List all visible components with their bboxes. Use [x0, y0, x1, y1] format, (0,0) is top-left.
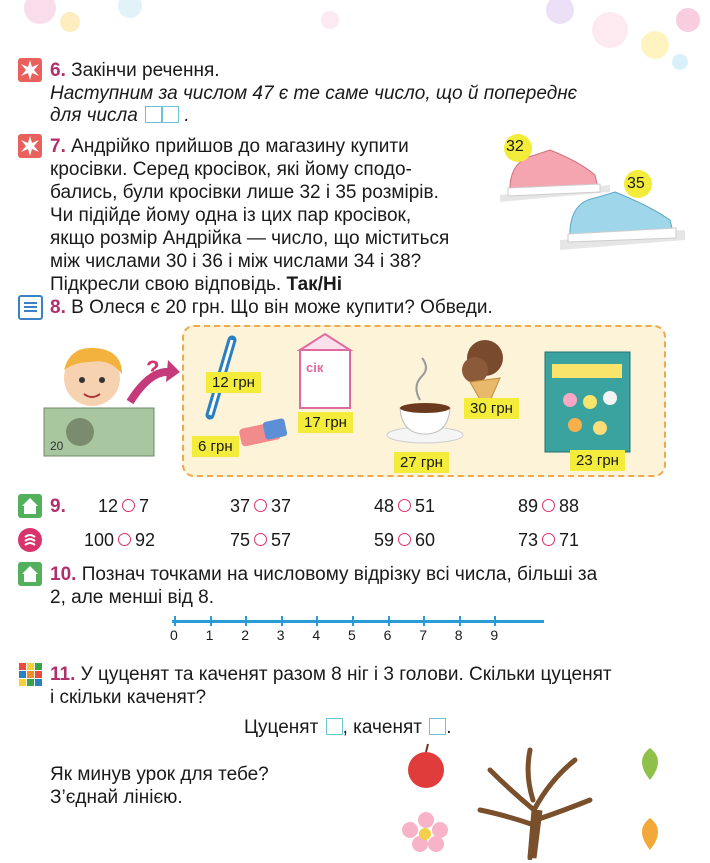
task8-text: В Олеся є 20 грн. Що він може купити? Обведи. — [71, 297, 493, 318]
comparison-item: 75 57 — [230, 530, 292, 550]
comparison-circle[interactable] — [254, 499, 267, 512]
answer-box[interactable] — [162, 106, 179, 123]
number-line-tick-mark[interactable] — [210, 616, 212, 626]
task9-number: 9. — [50, 496, 66, 517]
star-burst-icon — [18, 134, 42, 158]
answer-box-ducklings[interactable] — [429, 718, 446, 735]
task7-line — [50, 273, 342, 296]
task7-line: бались, були кросівки лише 32 і 35 розмірів. — [50, 182, 439, 203]
number-line-tick-label: 1 — [205, 627, 214, 643]
comparison-circle[interactable] — [122, 499, 135, 512]
task10-heading — [50, 563, 597, 586]
number-line-tick-label: 8 — [454, 627, 463, 643]
green-leaf-icon — [642, 748, 658, 780]
task7-number: 7. — [50, 136, 66, 157]
comparison-item: 48 51 — [374, 496, 436, 516]
price-tag-pen[interactable]: 12 грн — [206, 372, 261, 393]
house-icon — [18, 494, 42, 518]
task6-line1: Наступним за числом 47 є те саме число, що й попереднє — [50, 83, 578, 104]
flower-icon — [402, 812, 448, 852]
reflection-line2: З’єднай лінією. — [50, 787, 183, 808]
number-line-tick-mark[interactable] — [459, 616, 461, 626]
comparison-circle[interactable] — [398, 533, 411, 546]
number-line-tick-mark[interactable] — [423, 616, 425, 626]
price-tag-stickers[interactable]: 23 грн — [570, 450, 625, 471]
brain-icon — [18, 528, 42, 552]
comparison-circle[interactable] — [118, 533, 131, 546]
task8-heading — [50, 296, 493, 319]
comparison-circle[interactable] — [542, 499, 555, 512]
notebook-icon — [18, 295, 43, 320]
comparison-circle[interactable] — [254, 533, 267, 546]
comparison-circle[interactable] — [542, 533, 555, 546]
task10-line1: Познач точками на числовому відрізку всі числа, більші за — [81, 564, 598, 585]
rubiks-cube-icon — [18, 662, 42, 686]
number-line-tick-mark[interactable] — [174, 616, 176, 626]
task7-answer-options[interactable]: Так/Ні — [286, 274, 342, 295]
task7-line: Чи підійде йому одна із цих пар кросівок, — [50, 205, 412, 226]
task7-text: Андрійко прийшов до магазину купити — [71, 136, 409, 157]
task6-title: Закінчи речення. — [71, 60, 220, 81]
task11-line2: і скільки каченят? — [50, 687, 207, 708]
comparison-item: 73 71 — [518, 530, 580, 550]
task6-number: 6. — [50, 60, 66, 81]
task11-answer-line: Цуценят , каченят . — [244, 717, 452, 738]
price-tag-ice-cream[interactable]: 30 грн — [464, 398, 519, 419]
comparison-item: 89 88 — [518, 496, 580, 516]
tree-icon — [480, 750, 590, 858]
house-icon — [18, 562, 42, 586]
eraser-icon — [239, 418, 288, 447]
task10-number: 10. — [50, 564, 77, 585]
shoe-size-label: 35 — [627, 175, 645, 192]
orange-leaf-icon — [642, 818, 658, 850]
banknote-value: 20 — [50, 439, 64, 453]
comparison-item: 100 92 — [84, 530, 156, 550]
number-line-tick-mark[interactable] — [245, 616, 247, 626]
comparison-item: 12 7 — [98, 496, 150, 516]
task11-line1: У цуценят та каченят разом 8 ніг і 3 голови. Скільки цуценят — [80, 664, 612, 685]
price-tag-juice[interactable]: 17 грн — [298, 412, 353, 433]
comparison-item: 37 37 — [230, 496, 292, 516]
number-line-tick-label: 6 — [383, 627, 392, 643]
shoe-size-label: 32 — [506, 138, 524, 155]
number-line-tick-label: 0 — [170, 627, 178, 643]
number-line-tick-label: 5 — [348, 627, 356, 643]
task7-line: якщо розмір Андрійка — число, що міститься — [50, 228, 450, 249]
task6-end: . — [184, 105, 190, 126]
reflection-images — [400, 740, 700, 860]
sticker-book-icon — [545, 352, 630, 452]
comparison-circle[interactable] — [398, 499, 411, 512]
task7-line: кросівки. Серед кросівок, які йому сподо- — [50, 159, 412, 180]
task11-number: 11. — [50, 664, 76, 685]
juice-label: сік — [306, 360, 324, 375]
price-tag-coffee[interactable]: 27 грн — [394, 452, 449, 473]
number-line-tick-label: 2 — [241, 627, 249, 643]
number-line-tick-mark[interactable] — [388, 616, 390, 626]
number-line-tick-label: 9 — [490, 627, 499, 643]
task11-heading — [50, 663, 612, 686]
task6-line2-text: для числа — [50, 105, 138, 126]
coffee-cup-icon — [387, 358, 463, 443]
task7-instruction: Підкресли свою відповідь. — [50, 274, 282, 295]
number-line-tick-mark[interactable] — [316, 616, 318, 626]
task7-line: між числами 30 і 36 і між числами 34 і 38? — [50, 251, 422, 272]
answer-box-puppies[interactable] — [326, 718, 343, 735]
price-tag-eraser[interactable]: 6 грн — [192, 436, 239, 457]
reflection-line1: Як минув урок для тебе? — [50, 764, 269, 785]
number-line[interactable] — [172, 620, 544, 623]
apple-icon — [408, 744, 444, 788]
comparison-item: 59 60 — [374, 530, 436, 550]
task8-number: 8. — [50, 297, 66, 318]
task10-line2: 2, але менші від 8. — [50, 587, 215, 608]
number-line-tick-mark[interactable] — [281, 616, 283, 626]
shop-items-art — [190, 330, 660, 470]
number-line-tick-label: 7 — [419, 627, 427, 643]
number-line-tick-mark[interactable] — [352, 616, 354, 626]
answer-box[interactable] — [145, 106, 162, 123]
question-mark: ? — [146, 356, 160, 381]
task6-heading — [50, 59, 220, 82]
number-line-tick-label: 3 — [276, 627, 285, 643]
star-burst-icon — [18, 58, 42, 82]
task7-line — [50, 135, 409, 158]
number-line-tick-mark[interactable] — [494, 616, 496, 626]
task6-line2 — [50, 104, 190, 127]
number-line-tick-label: 4 — [312, 627, 321, 643]
